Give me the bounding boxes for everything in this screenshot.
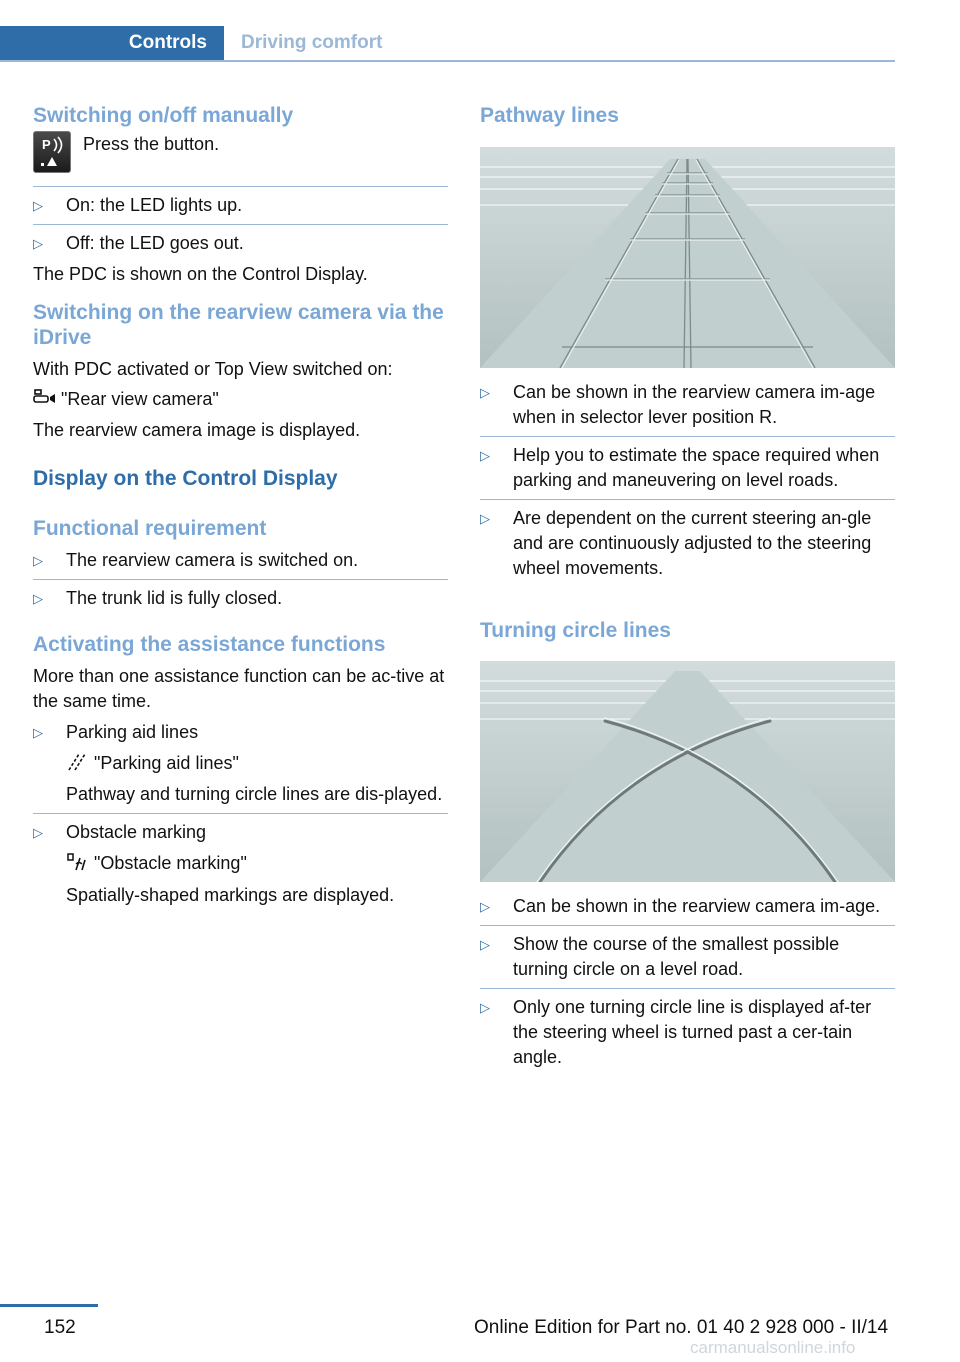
- assistance-list: [33, 720, 448, 908]
- right-column: [480, 100, 895, 1070]
- list-item: [480, 443, 895, 493]
- triangle-bullet-icon: ▷: [480, 511, 490, 526]
- list-item-text: Parking aid lines: [66, 722, 199, 742]
- pathway-list: [480, 380, 895, 581]
- list-item: [33, 231, 448, 256]
- parking-aid-menu-row: [66, 751, 448, 776]
- list-item: [33, 548, 448, 573]
- triangle-bullet-icon: ▷: [33, 825, 43, 840]
- list-item-text: Can be shown in the rearview camera im‐age.: [513, 896, 881, 916]
- parking-aid-lines-label: "Parking aid lines": [94, 753, 239, 773]
- rear-view-camera-label: "Rear view camera": [61, 389, 219, 409]
- heading-pathway: Pathway lines: [480, 104, 619, 127]
- with-pdc-text: With PDC activated or Top View switched on:: [33, 359, 393, 379]
- list-item-text: Only one turning circle line is displayed af‐ter the steering wheel is turned past a cer‐tain angle.: [513, 997, 872, 1067]
- heading-functional: Functional requirement: [33, 517, 267, 540]
- list-item: [33, 193, 448, 218]
- divider: [480, 988, 895, 989]
- obstacle-marking-label: "Obstacle marking": [94, 853, 247, 873]
- heading-display: Display on the Control Display: [33, 467, 338, 490]
- list-item-text: Are dependent on the current steering an‐gle and are continuously adjusted to the steering wheel movements.: [513, 508, 872, 578]
- edition-text: Online Edition for Part no. 01 40 2 928 000 - II/14: [474, 1317, 889, 1338]
- triangle-bullet-icon: ▷: [33, 236, 43, 251]
- obstacle-marking-icon: [66, 852, 88, 872]
- heading-turning: Turning circle lines: [480, 619, 671, 642]
- list-item: [480, 506, 895, 581]
- triangle-bullet-icon: ▷: [480, 385, 490, 400]
- header-divider: [0, 60, 895, 62]
- press-button-text: Press the button.: [83, 134, 220, 154]
- list-item: [480, 995, 895, 1070]
- list-item-detail: Pathway and turning circle lines are dis‐played.: [66, 784, 443, 804]
- list-item-text: Help you to estimate the space required when parking and maneuvering on level roads.: [513, 445, 880, 490]
- list-item-text: The rearview camera is switched on.: [66, 550, 359, 570]
- obstacle-menu-row: [66, 851, 448, 876]
- triangle-bullet-icon: ▷: [480, 1000, 490, 1015]
- heading-rearview-idrive: Switching on the rearview camera via the iDrive: [33, 301, 444, 349]
- watermark: carmanualsonline.info: [690, 1338, 856, 1357]
- pdc-button-icon: [33, 131, 71, 173]
- list-item-obstacle: [33, 820, 448, 908]
- footer-divider: [0, 1304, 98, 1307]
- divider: [480, 436, 895, 437]
- divider: [33, 579, 448, 580]
- divider: [480, 925, 895, 926]
- tab-driving-comfort[interactable]: Driving comfort: [241, 32, 383, 53]
- list-item-text: Show the course of the smallest possible turning circle on a level road.: [513, 934, 840, 979]
- led-list: [33, 186, 448, 256]
- heading-switch-manual: Switching on/off manually: [33, 104, 294, 127]
- press-button-row: [33, 134, 448, 191]
- list-item-text: Off: the LED goes out.: [66, 233, 244, 253]
- rear-view-camera-row: [33, 387, 448, 412]
- list-item-text: Obstacle marking: [66, 822, 207, 842]
- divider: [480, 499, 895, 500]
- triangle-bullet-icon: ▷: [33, 725, 43, 740]
- list-item-text: The trunk lid is fully closed.: [66, 588, 283, 608]
- list-item: [480, 894, 895, 919]
- list-item: [480, 932, 895, 982]
- triangle-bullet-icon: ▷: [480, 899, 490, 914]
- rearview-displayed-text: The rearview camera image is displayed.: [33, 420, 361, 440]
- requirements-list: [33, 548, 448, 611]
- triangle-bullet-icon: ▷: [33, 553, 43, 568]
- left-column: [33, 100, 448, 908]
- list-item: [33, 586, 448, 611]
- pathway-lines-image: [480, 147, 895, 368]
- parking-aid-lines-icon: [66, 752, 88, 772]
- triangle-bullet-icon: ▷: [33, 198, 43, 213]
- list-item-text: Can be shown in the rearview camera im‐age when in selector lever position R.: [513, 382, 876, 427]
- turning-circle-lines-image: [480, 661, 895, 882]
- page-number: 152: [44, 1317, 76, 1338]
- list-item-text: On: the LED lights up.: [66, 195, 243, 215]
- turning-list: [480, 894, 895, 1070]
- triangle-bullet-icon: ▷: [480, 448, 490, 463]
- triangle-bullet-icon: ▷: [33, 591, 43, 606]
- tab-controls[interactable]: Controls: [0, 26, 224, 60]
- rear-view-camera-icon: [33, 388, 55, 408]
- triangle-bullet-icon: ▷: [480, 937, 490, 952]
- pdc-shown-text: The PDC is shown on the Control Display.: [33, 264, 368, 284]
- header-tabs: [0, 26, 895, 62]
- divider: [33, 813, 448, 814]
- divider: [33, 224, 448, 225]
- more-than-one-text: More than one assistance function can be ac‐tive at the same time.: [33, 666, 445, 711]
- list-item-parking-aid: [33, 720, 448, 807]
- list-item-detail: Spatially-shaped markings are displayed.: [66, 885, 395, 905]
- list-item: [480, 380, 895, 430]
- heading-activating: Activating the assistance functions: [33, 633, 386, 656]
- svg-text:P: P: [42, 137, 51, 152]
